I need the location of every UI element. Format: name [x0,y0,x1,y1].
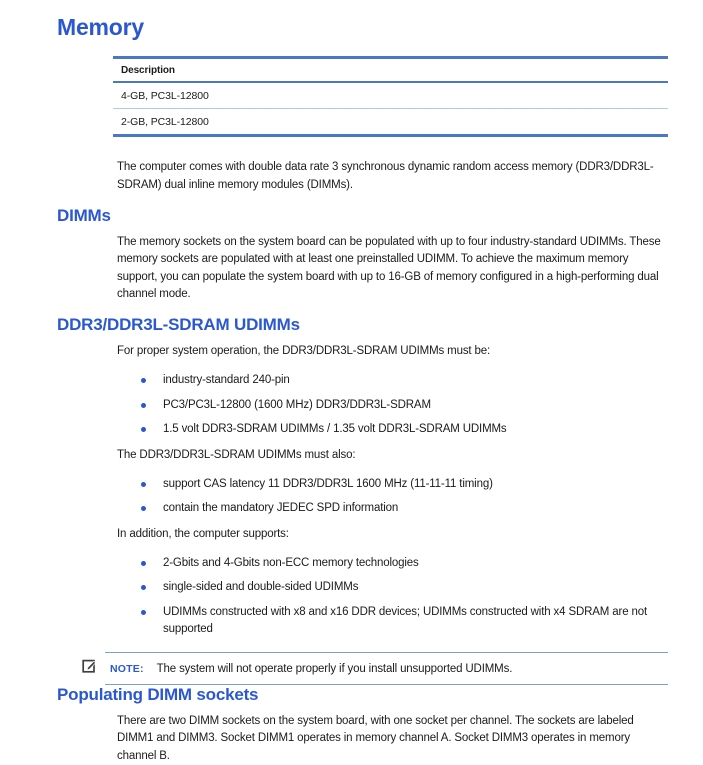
memory-spec-table [113,56,668,137]
populating-paragraph: There are two DIMM sockets on the system board, with one socket per channel. The sockets are labeled DIMM1 and DIMM3. Socket DIMM1 operates in memory channel A. Socket DIMM3 operates in memory channel B. [117,713,669,765]
table-row: 4-GB, PC3L-12800 [113,83,668,108]
intro-paragraph: The computer comes with double data rate 3 synchronous dynamic random access memory (DDR3/DDR3L-SDRAM) dual inline memory modules (DIMMs). [117,159,669,194]
list-item: single-sided and double-sided UDIMMs [117,579,669,597]
section-heading-populating: Populating DIMM sockets [57,685,703,704]
list-item: 2-Gbits and 4-Gbits non-ECC memory technologies [117,555,669,573]
udimms-requirements-intro: For proper system operation, the DDR3/DDR3L-SDRAM UDIMMs must be: [117,343,669,361]
table-row: 2-GB, PC3L-12800 [113,108,668,134]
list-item: industry-standard 240-pin [117,372,669,390]
udimms-supports-list [117,555,669,639]
note-label: NOTE: [110,663,144,675]
list-item: support CAS latency 11 DDR3/DDR3L 1600 MHz (11-11-11 timing) [117,476,669,494]
udimms-also-list [117,476,669,518]
section-heading-udimms: DDR3/DDR3L-SDRAM UDIMMs [57,315,703,334]
udimms-requirements-list [117,372,669,439]
list-item: contain the mandatory JEDEC SPD information [117,500,669,518]
list-item: UDIMMs constructed with x8 and x16 DDR devices; UDIMMs constructed with x4 SDRAM are not supported [117,604,669,639]
udimms-supports-intro: In addition, the computer supports: [117,526,669,544]
udimms-also-intro: The DDR3/DDR3L-SDRAM UDIMMs must also: [117,447,669,465]
page-title: Memory [57,14,703,41]
list-item: PC3/PC3L-12800 (1600 MHz) DDR3/DDR3L-SDRAM [117,397,669,415]
section-heading-dimms: DIMMs [57,206,703,225]
table-column-header: Description [113,59,668,83]
note-text: The system will not operate properly if you install unsupported UDIMMs. [157,663,513,675]
note-callout [105,652,668,685]
note-pencil-icon [82,658,98,674]
document-page [0,14,703,764]
list-item: 1.5 volt DDR3-SDRAM UDIMMs / 1.35 volt DDR3L-SDRAM UDIMMs [117,421,669,439]
dimms-paragraph: The memory sockets on the system board can be populated with up to four industry-standard UDIMMs. These memory sockets are populated with at least one preinstalled UDIMM. To achieve the maximum memory support, you can populate the system board with up to 16-GB of memory configured in a high-performing dual channel mode. [117,234,669,304]
